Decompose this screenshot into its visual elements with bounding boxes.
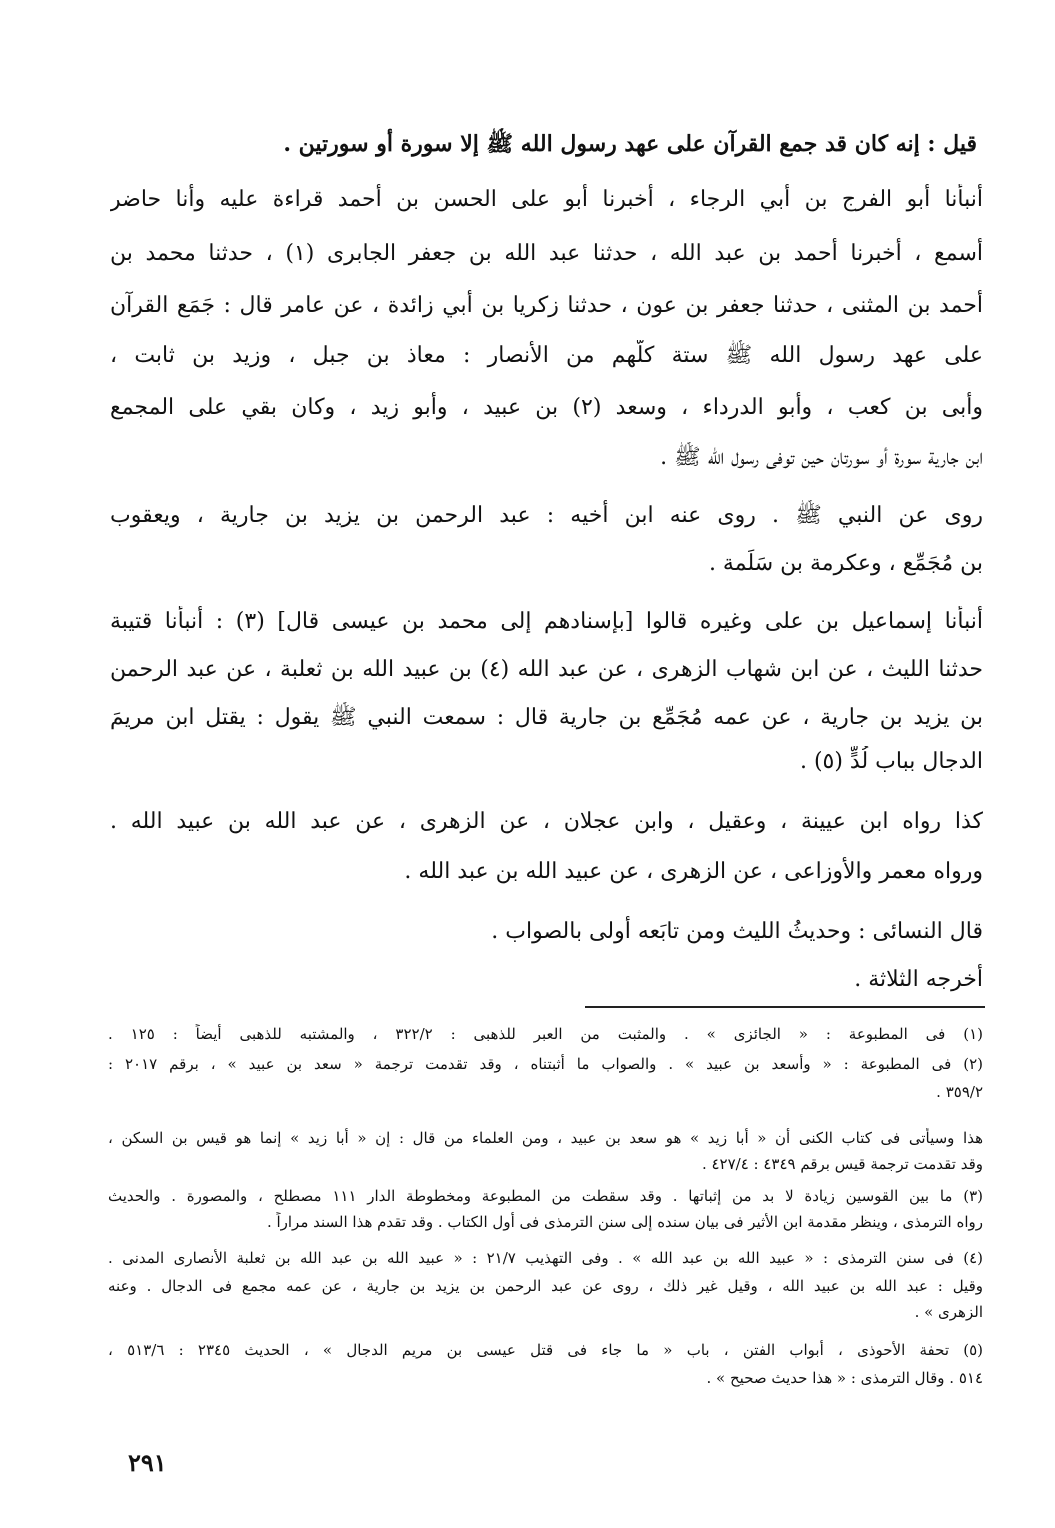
paragraph-1-line-2: أسمع ، أخبرنا أحمد بن عبد الله ، حدثنا عبد الله بن جعفر الجابرى (١) ، حدثنا محمد بن (110, 241, 983, 266)
paragraph-2-line-2: بن مُجَمِّع ، وعكرمة بن سَلَمة . (708, 551, 983, 576)
paragraph-3-line-1: أنبأنا إسماعيل بن على وغيره قالوا [بإسنادهم إلى محمد بن عيسى قال] (٣) : أنبأنا قتيبة (110, 609, 983, 634)
footnote-line-2: (٢) فى المطبوعة : « وأسعد بن عبيد » . والصواب ما أثبتناه ، وقد تقدمت ترجمة « سعد بن عبيد » ، برقم ٢٠١٧ : (108, 1055, 983, 1073)
footnote-separator (585, 1006, 985, 1008)
footnote-line-11: (٥) تحفة الأحوذى ، أبواب الفتن ، باب « ما جاء فى قتل عيسى بن مريم الدجال » ، الحديث ٢٣٤٥ : ٥١٣/٦ ، (108, 1341, 983, 1359)
heading-line-1: قيل : إنه كان قد جمع القرآن على عهد رسول الله ﷺ إلا سورة أو سورتين . (283, 131, 977, 157)
paragraph-4-line-1: كذا رواه ابن عيينة ، وعقيل ، وابن عجلان ، عن الزهرى ، عن عبد الله بن عبيد الله . (110, 809, 983, 834)
footnote-line-3: ٣٥٩/٢ . (936, 1083, 983, 1101)
footnote-line-4: هذا وسيأتى فى كتاب الكنى أن « أبا زيد » هو سعد بن عبيد ، ومن العلماء من قال : إن « أبا زيد » إنما هو قيس بن السكن ، (108, 1129, 983, 1147)
paragraph-1-line-4: على عهد رسول الله ﷺ ستة كلُّهم من الأنصار : معاذ بن جبل ، وزيد بن ثابت ، (110, 343, 983, 368)
paragraph-3-line-3: بن يزيد بن جارية ، عن عمه مُجَمِّع بن جارية قال : سمعت النبي ﷺ يقول : يقتل ابن مريمَ (110, 705, 983, 730)
footnote-line-5: وقد تقدمت ترجمة قيس برقم ٤٣٤٩ : ٤٢٧/٤ . (701, 1155, 983, 1173)
footnote-line-12: ٥١٤ . وقال الترمذى : « هذا حديث صحيح » . (706, 1369, 983, 1387)
footnote-line-10: الزهرى » . (914, 1303, 983, 1321)
paragraph-3-line-4: الدجال بباب لُدٍّ (٥) . (799, 749, 983, 774)
paragraph-1-line-5: وأُبى بن كعب ، وأبو الدرداء ، وسعد (٢) بن عبيد ، وأبو زيد ، وكان بقي على المجمع (110, 395, 983, 420)
footnote-line-6: (٣) ما بين القوسين زيادة لا بد من إثباتها . وقد سقطت من المطبوعة ومخطوطة الدار ١١١ مصطلح ، والمصورة . والحديث (108, 1187, 983, 1205)
paragraph-4-line-2: ورواه معمر والأوزاعى ، عن الزهرى ، عن عبيد الله بن عبد الله . (404, 859, 983, 884)
paragraph-6-line: أخرجه الثلاثة . (854, 967, 983, 992)
paragraph-1-line-1: أنبأنا أبو الفرج بن أبي الرجاء ، أخبرنا أبو على الحسن بن أحمد قراءة عليه وأنا حاضر (110, 187, 983, 212)
paragraph-1-line-3: أحمد بن المثنى ، حدثنا جعفر بن عون ، حدثنا زكريا بن أبي زائدة ، عن عامر قال : جَمَع القرآن (110, 293, 983, 318)
page-number: ٢٩١ (128, 1448, 167, 1477)
footnote-line-7: رواه الترمذى ، وينظر مقدمة ابن الأثير فى بيان سنده إلى سنن الترمذى فى أول الكتاب . وقد تقدم هذا السند مراراً . (266, 1213, 983, 1231)
paragraph-1-line-6: ابن جارية سورة أو سورتان حين توفى رسول الله ﷺ . (660, 445, 983, 470)
paragraph-2-line-1: روى عن النبي ﷺ . روى عنه ابن أخيه : عبد الرحمن بن يزيد بن جارية ، ويعقوب (110, 503, 983, 528)
footnote-line-9: وقيل : عبد الله بن عبيد الله ، وقيل غير ذلك ، روى عن عبد الرحمن بن يزيد بن جارية ، عن عمه مجمع فى الدجال . وعنه (108, 1277, 983, 1295)
footnote-line-1: (١) فى المطبوعة : « الجائزى » . والمثبت من العبر للذهبى : ٣٢٢/٢ ، والمشتبه للذهبى أيضاً : ١٢٥ . (108, 1025, 983, 1043)
paragraph-3-line-2: حدثنا الليث ، عن ابن شهاب الزهرى ، عن عبد الله (٤) بن عبيد الله بن ثعلبة ، عن عبد الرحمن (110, 657, 983, 682)
paragraph-5-line: قال النسائى : وحديثُ الليث ومن تابَعه أَولى بالصواب . (491, 919, 983, 944)
footnote-line-8: (٤) فى سنن الترمذى : « عبيد الله بن عبد الله » . وفى التهذيب ٢١/٧ : « عبيد الله بن عبد الله بن ثعلبة الأنصارى المدنى . (108, 1249, 983, 1267)
